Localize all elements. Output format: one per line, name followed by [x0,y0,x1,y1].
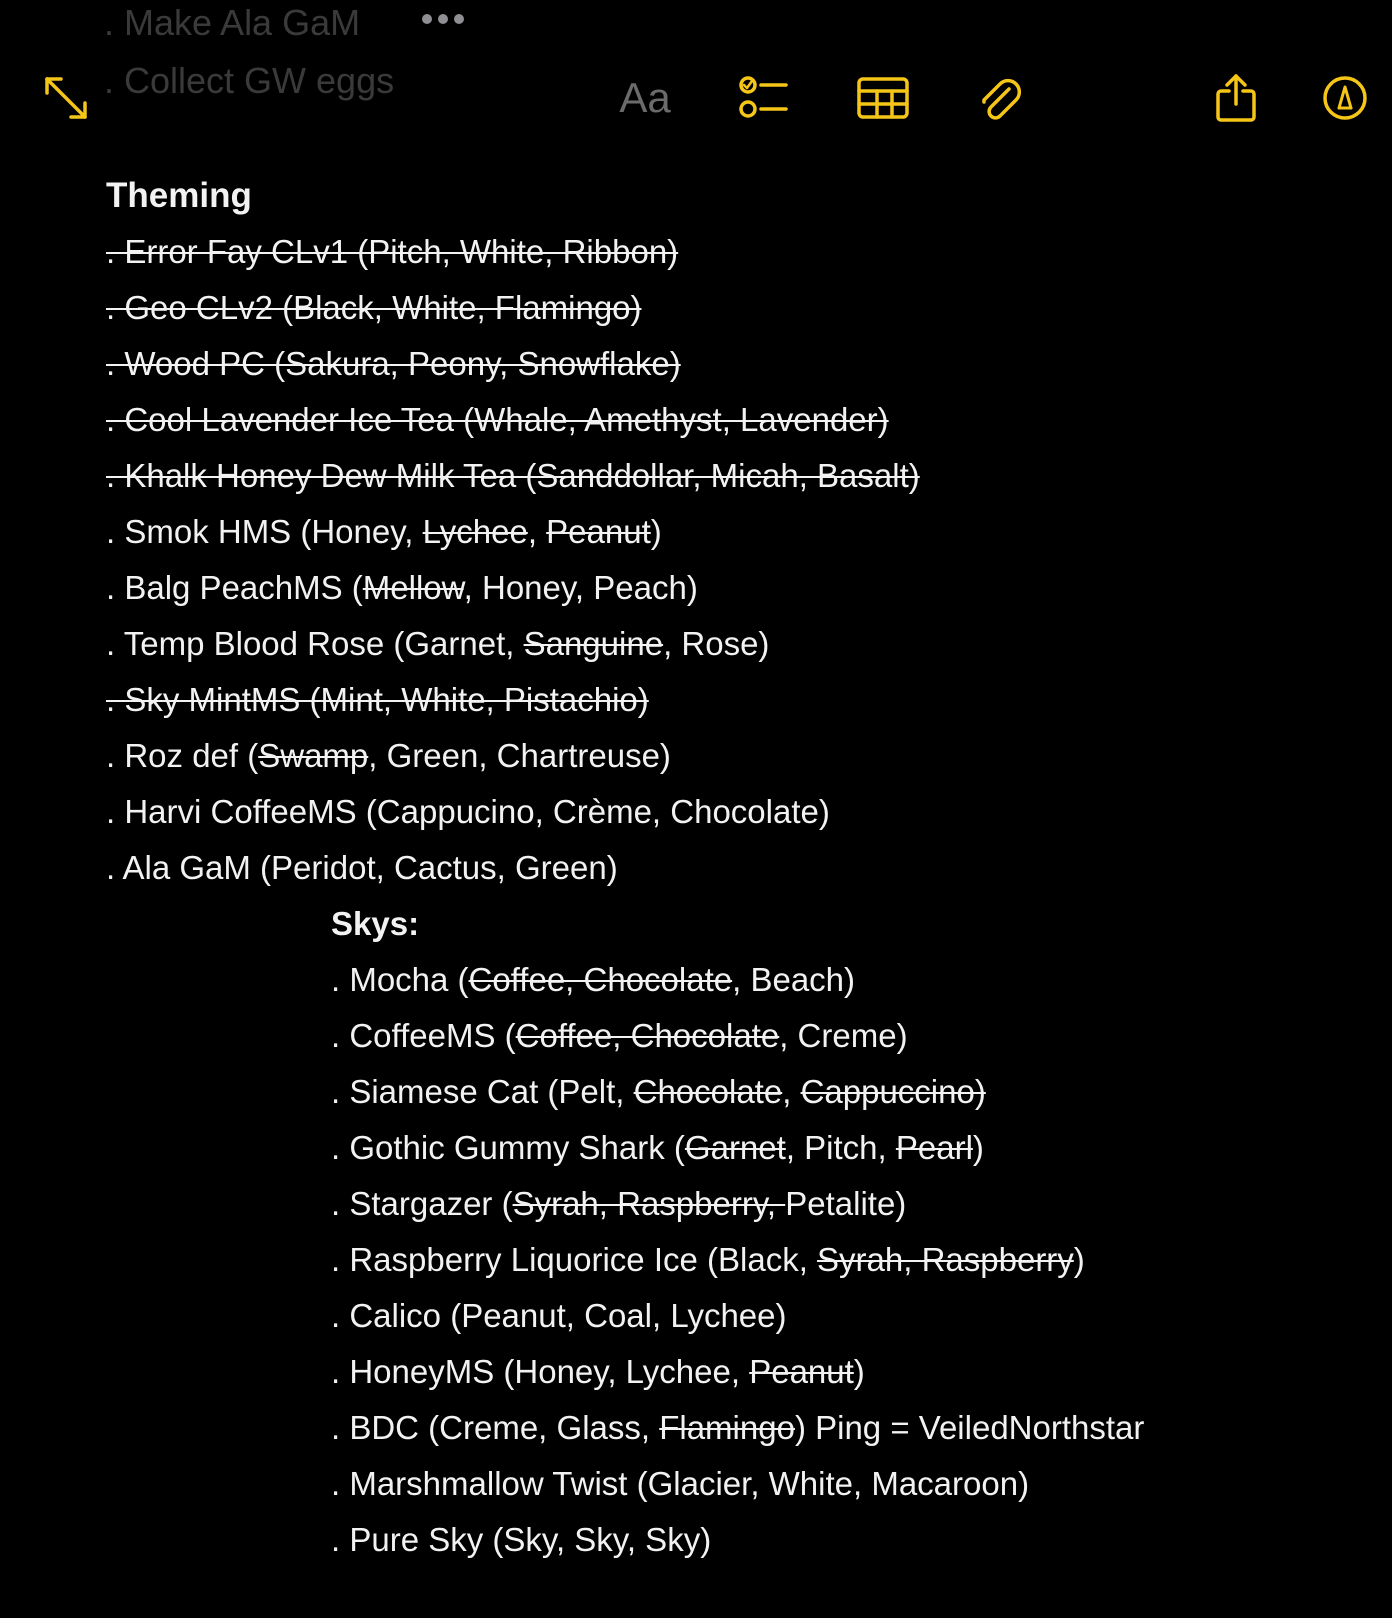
toolbar [0,60,1392,136]
checklist-button[interactable] [738,60,790,136]
item-text: ) [972,1129,984,1166]
markup-icon [1322,75,1368,121]
item-text: . HoneyMS (Honey, Lychee, [331,1353,750,1390]
sub-heading: Skys: [331,905,420,942]
list-item [106,728,1352,784]
item-text: . BDC (Creme, Glass, [331,1409,660,1446]
markup-button[interactable] [1320,60,1370,136]
struck-text: . Geo CLv2 (Black, White, Flamingo) [106,289,642,326]
struck-text: Lychee [422,513,528,550]
item-text: , Creme) [779,1017,908,1054]
list-item [106,336,1352,392]
item-text: . CoffeeMS ( [331,1017,516,1054]
table-icon [857,77,909,119]
item-text: . Raspberry Liquorice Ice (Black, [331,1241,818,1278]
item-text: Petalite) [785,1185,907,1222]
list-item [106,560,1352,616]
list-item [106,224,1352,280]
item-text: . Smok HMS (Honey, [106,513,423,550]
list-item [106,280,1352,336]
struck-text: Sanguine [523,625,664,662]
dot-icon [422,14,432,24]
list-item [106,504,1352,560]
share-button[interactable] [1214,60,1258,136]
struck-text: Cappuccino) [800,1073,986,1110]
item-text: ) [650,513,662,550]
list-item [106,448,1352,504]
list-item [106,1400,1352,1456]
list-item [106,784,1352,840]
table-button[interactable] [855,60,911,136]
struck-text: Peanut [749,1353,854,1390]
list-item [106,1344,1352,1400]
list-item [106,1288,1352,1344]
item-text: . Temp Blood Rose (Garnet, [106,625,524,662]
item-text: , Honey, Peach) [463,569,698,606]
format-button[interactable]: Aa [619,74,671,121]
attachment-button[interactable] [974,60,1024,136]
struck-text: Syrah, Raspberry, [512,1185,786,1222]
item-text: ) Ping = VeiledNorthstar [794,1409,1145,1446]
expand-button[interactable] [40,60,92,136]
item-text: . Roz def ( [106,737,259,774]
list-item [106,1512,1352,1568]
struck-text: . Sky MintMS (Mint, White, Pistachio) [106,681,649,718]
dot-icon [438,14,448,24]
item-text: . Calico (Peanut, Coal, Lychee) [331,1297,787,1334]
item-text: , Pitch, [785,1129,896,1166]
expand-icon [43,75,89,121]
more-options-button[interactable] [422,14,464,24]
struck-text: . Error Fay CLv1 (Pitch, White, Ribbon) [106,233,679,270]
item-text: , [782,1073,801,1110]
list-item [106,952,1352,1008]
dot-icon [454,14,464,24]
share-icon [1215,73,1257,123]
item-text: . Gothic Gummy Shark ( [331,1129,685,1166]
list-item [106,392,1352,448]
struck-text: Garnet [684,1129,786,1166]
list-item [106,1008,1352,1064]
list-item [106,616,1352,672]
item-text: ) [1073,1241,1085,1278]
item-text: , Beach) [732,961,856,998]
ghost-line-1: . Make Ala GaM [104,2,361,43]
struck-text: Flamingo [659,1409,795,1446]
struck-text: . Cool Lavender Ice Tea (Whale, Amethyst, Lavender) [106,401,889,438]
item-text: . Ala GaM (Peridot, Cactus, Green) [106,849,618,886]
note-body[interactable] [106,168,1352,1568]
list-item [106,840,1352,896]
list-item [106,1064,1352,1120]
struck-text: . Khalk Honey Dew Milk Tea (Sanddollar, Micah, Basalt) [106,457,920,494]
list-item [106,1456,1352,1512]
struck-text: Pearl [895,1129,973,1166]
item-text: . Balg PeachMS ( [106,569,363,606]
item-text: , Green, Chartreuse) [368,737,671,774]
list-item [106,1120,1352,1176]
struck-text: Coffee, Chocolate [468,961,733,998]
ghost-line-2: . Collect GW eggs [104,60,395,101]
item-text: ) [853,1353,865,1390]
item-text: . Mocha ( [331,961,469,998]
item-text: . Marshmallow Twist (Glacier, White, Macaroon) [331,1465,1030,1502]
item-text: . Harvi CoffeeMS (Cappucino, Crème, Chocolate) [106,793,830,830]
list-item [106,672,1352,728]
list-item [106,1176,1352,1232]
struck-text: Coffee, Chocolate [515,1017,780,1054]
struck-text: Syrah, Raspberry [817,1241,1074,1278]
struck-text: Peanut [546,513,651,550]
struck-text: Mellow [362,569,464,606]
item-text: , Rose) [663,625,770,662]
item-text: . Stargazer ( [331,1185,513,1222]
list-item [106,1232,1352,1288]
checklist-icon [739,75,789,121]
struck-text: . Wood PC (Sakura, Peony, Snowflake) [106,345,681,382]
note-heading: Theming [106,176,252,215]
attachment-icon [976,74,1022,122]
skys-list [106,952,1352,1568]
item-text: . Siamese Cat (Pelt, [331,1073,634,1110]
struck-text: Swamp [258,737,369,774]
item-text: . Pure Sky (Sky, Sky, Sky) [331,1521,712,1558]
item-text: , [527,513,547,550]
struck-text: Chocolate [633,1073,783,1110]
theming-list [106,224,1352,896]
